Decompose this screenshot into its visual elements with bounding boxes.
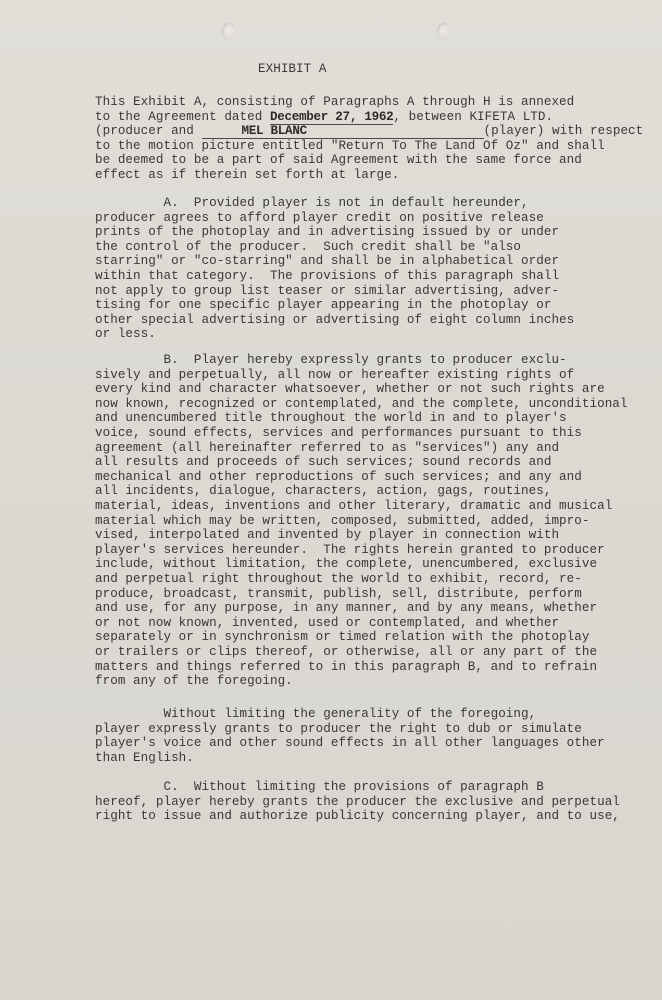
- paragraph-line: A. Provided player is not in default hereunder,: [95, 196, 529, 210]
- intro-line: [95, 124, 643, 138]
- paragraph-line: sively and perpetually, all now or hereafter existing rights of: [95, 367, 575, 382]
- paragraph-line: or not now known, invented, used or contemplated, and whether: [95, 615, 560, 630]
- intro-text: (producer and: [95, 124, 202, 138]
- paragraph-line: matters and things referred to in this paragraph B, and to refrain: [95, 659, 598, 674]
- paragraph-line: not apply to group list teaser or similar advertising, adver-: [95, 283, 560, 298]
- paragraph-line: all incidents, dialogue, characters, action, gags, routines,: [95, 484, 552, 499]
- paragraph-line: material which may be written, composed, submitted, added, impro-: [95, 513, 590, 528]
- paragraph-line: include, without limitation, the complete, unencumbered, exclusive: [95, 557, 598, 572]
- paragraph-line: Without limiting the generality of the foregoing,: [95, 707, 537, 721]
- paragraph-line: within that category. The provisions of this paragraph shall: [95, 269, 560, 283]
- paragraph-line: hereof, player hereby grants the producer the exclusive and perpetual: [95, 794, 620, 809]
- player-name: MEL BLANC: [241, 124, 307, 138]
- paragraph-line: and unencumbered title throughout the world in and to player's: [95, 411, 567, 426]
- paragraph-line: every kind and character whatsoever, whether or not such rights are: [95, 382, 605, 397]
- punch-hole-right: [437, 23, 451, 39]
- intro-line: [95, 110, 553, 124]
- intro-text: (player) with respect: [483, 124, 644, 138]
- paragraph-line: separately or in synchronism or timed relation with the photoplay: [95, 630, 590, 645]
- paragraph-line: all results and proceeds of such services; sound records and: [95, 455, 552, 470]
- paragraph-line: than English.: [95, 750, 194, 765]
- paragraph-line: other special advertising or advertising of eight column inches: [95, 312, 575, 327]
- intro-line: be deemed to be a part of said Agreement with the same force and: [95, 153, 582, 167]
- paragraph-line: now known, recognized or contemplated, and the complete, unconditional: [95, 396, 628, 411]
- paragraph-line: C. Without limiting the provisions of paragraph B: [95, 780, 544, 794]
- paragraph-line: the control of the producer. Such credit shall be "also: [95, 239, 522, 254]
- intro-line: to the motion picture entitled "Return To The Land Of Oz" and shall: [95, 139, 605, 153]
- document-title: EXHIBIT A: [258, 62, 327, 76]
- paragraph-line: player expressly grants to producer the right to dub or simulate: [95, 721, 582, 736]
- paragraph-line: player's services hereunder. The rights herein granted to producer: [95, 542, 605, 557]
- paragraph-line: agreement (all hereinafter referred to as "services") any and: [95, 440, 560, 455]
- paragraph-line: and use, for any purpose, in any manner, and by any means, whether: [95, 601, 598, 616]
- agreement-date: December 27, 1962: [269, 110, 394, 124]
- paragraph-line: starring" or "co-starring" and shall be in alphabetical order: [95, 254, 560, 269]
- paragraph-line: mechanical and other reproductions of such services; and any and: [95, 469, 582, 484]
- player-name-blank: [202, 124, 484, 139]
- paragraph-line: producer agrees to afford player credit on positive release: [95, 210, 544, 225]
- paragraph-line: right to issue and authorize publicity concerning player, and to use,: [95, 809, 620, 824]
- intro-text: to the Agreement dated: [95, 110, 270, 124]
- paragraph-line: player's voice and other sound effects in all other languages other: [95, 736, 605, 751]
- paragraph-line: produce, broadcast, transmit, publish, sell, distribute, perform: [95, 586, 582, 601]
- paragraph-line: vised, interpolated and invented by player in connection with: [95, 528, 560, 543]
- paragraph-line: prints of the photoplay and in advertising issued by or under: [95, 225, 560, 240]
- paragraph-line: or less.: [95, 327, 156, 342]
- paragraph-line: or trailers or clips thereof, or otherwise, all or any part of the: [95, 645, 598, 659]
- intro-line: effect as if therein set forth at large.: [95, 168, 400, 182]
- paragraph-line: voice, sound effects, services and performances pursuant to this: [95, 426, 582, 440]
- intro-line: This Exhibit A, consisting of Paragraphs A through H is annexed: [95, 95, 575, 109]
- paragraph-line: tising for one specific player appearing in the photoplay or: [95, 298, 552, 313]
- intro-text: , between KIFETA LTD.: [393, 110, 554, 124]
- paragraph-line: from any of the foregoing.: [95, 674, 293, 689]
- paragraph-line: material, ideas, inventions and other literary, dramatic and musical: [95, 499, 613, 513]
- punch-hole-left: [222, 23, 236, 39]
- paragraph-line: B. Player hereby expressly grants to producer exclu-: [95, 353, 567, 367]
- date-blank: [270, 110, 393, 125]
- paragraph-line: and perpetual right throughout the world to exhibit, record, re-: [95, 572, 582, 586]
